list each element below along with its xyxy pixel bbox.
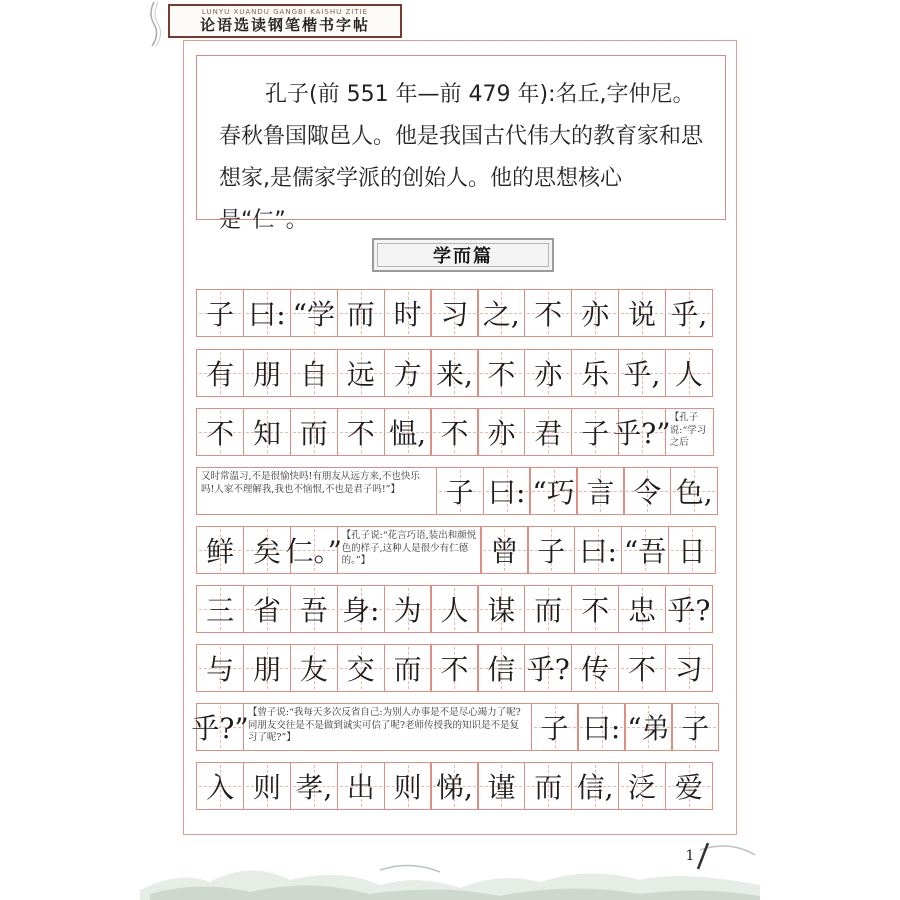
char-cell: 而 — [524, 762, 572, 810]
char-cell: 知 — [243, 408, 291, 456]
char-cell: 不 — [571, 585, 619, 633]
translation-note: 【曾子说:“我每天多次反省自己:为别人办事是不是尽心竭力了呢?同朋友交往是不是做到诚实可信了呢?老师传授我的知识是不是复习了呢?”】 — [243, 703, 532, 751]
char-cell: 子 — [527, 526, 575, 574]
char-cell: 亦 — [571, 289, 619, 337]
char-cell: 令 — [623, 467, 671, 515]
section-title: 学而篇 — [433, 246, 493, 267]
char-cell: 不 — [618, 644, 666, 692]
char-cell: 习 — [665, 644, 713, 692]
char-cell: 而 — [337, 289, 385, 337]
char-cell: 子 — [531, 703, 579, 751]
char-cell: 子 — [436, 467, 484, 515]
char-cell: 泛 — [618, 762, 666, 810]
landscape-illustration — [140, 830, 760, 900]
char-cell: 曾 — [480, 526, 528, 574]
grid-row — [196, 644, 726, 692]
section-title-box — [372, 238, 554, 272]
grid-row — [196, 408, 726, 456]
char-cell: 朋 — [243, 349, 291, 397]
grid-row — [191, 703, 726, 751]
char-cell: 子 — [196, 289, 244, 337]
translation-note: 【孔子说:“学习之后 — [665, 408, 714, 456]
char-cell: 矣 — [243, 526, 291, 574]
translation-note: 【孔子说:“花言巧语,装出和颜悦色的样子,这种人是很少有仁德的。”】 — [337, 526, 482, 574]
char-cell: 人 — [430, 585, 478, 633]
char-cell: 人 — [665, 349, 713, 397]
author-bio-text: 孔子(前 551 年—前 479 年):名丘,字仲尼。春秋鲁国陬邑人。他是我国古代伟大的教育家和思想家,是儒家学派的创始人。他的思想核心是“仁”。 — [219, 82, 704, 233]
char-cell: 乎? — [665, 585, 713, 633]
grid-row — [196, 762, 726, 810]
grid-row — [196, 526, 726, 574]
char-cell: “弟 — [624, 703, 672, 751]
author-bio-box — [196, 55, 726, 233]
page-number — [676, 836, 722, 876]
char-cell: 谋 — [477, 585, 525, 633]
char-cell: 吾 — [290, 585, 338, 633]
char-cell: 身: — [337, 585, 385, 633]
char-cell: 三 — [196, 585, 244, 633]
char-cell: 则 — [384, 762, 432, 810]
char-cell: 与 — [196, 644, 244, 692]
char-cell: 君 — [524, 408, 572, 456]
book-header — [168, 4, 402, 38]
grid-row — [196, 289, 726, 337]
char-cell: 交 — [337, 644, 385, 692]
char-cell: 不 — [430, 644, 478, 692]
page-number-text: 1 — [685, 848, 695, 864]
char-cell: 不 — [337, 408, 385, 456]
char-cell: 孝, — [290, 762, 338, 810]
header-title: 论语选读钢笔楷书字帖 — [199, 16, 370, 34]
char-cell: 色, — [670, 467, 718, 515]
char-cell: 谨 — [477, 762, 525, 810]
char-cell: 乎?” — [618, 408, 666, 456]
char-cell: 信 — [477, 644, 525, 692]
char-cell: 愠, — [384, 408, 432, 456]
char-cell: 言 — [576, 467, 624, 515]
char-cell: 曰: — [483, 467, 531, 515]
brush-stroke-icon — [694, 841, 712, 871]
char-cell: 忠 — [618, 585, 666, 633]
char-cell: 不 — [430, 408, 478, 456]
char-cell: 来, — [430, 349, 478, 397]
grid-row — [196, 349, 726, 397]
char-cell: 乎, — [665, 289, 713, 337]
char-cell: 亦 — [524, 349, 572, 397]
char-cell: 日 — [668, 526, 716, 574]
char-cell: 不 — [196, 408, 244, 456]
char-cell: 自 — [290, 349, 338, 397]
char-cell: 传 — [571, 644, 619, 692]
translation-note: 又时常温习,不是很愉快吗!有朋友从远方来,不也快乐吗!人家不理解我,我也不恼恨,不也是君子吗!”】 — [196, 467, 437, 515]
char-cell: 友 — [290, 644, 338, 692]
char-cell: 乎, — [618, 349, 666, 397]
char-cell: 习 — [430, 289, 478, 337]
char-cell: 悌, — [430, 762, 478, 810]
char-cell: “学 — [290, 289, 338, 337]
char-cell: 方 — [384, 349, 432, 397]
char-cell: 远 — [337, 349, 385, 397]
char-cell: 入 — [196, 762, 244, 810]
char-cell: 出 — [337, 762, 385, 810]
char-cell: 亦 — [477, 408, 525, 456]
char-cell: 鲜 — [196, 526, 244, 574]
char-cell: 仁。” — [290, 526, 338, 574]
char-cell: 为 — [384, 585, 432, 633]
char-cell: 而 — [384, 644, 432, 692]
char-cell: 曰: — [577, 703, 625, 751]
char-cell: 说 — [618, 289, 666, 337]
char-cell: 时 — [384, 289, 432, 337]
grid-row — [196, 467, 726, 515]
char-cell: 有 — [196, 349, 244, 397]
char-cell: 不 — [524, 289, 572, 337]
char-cell: 不 — [477, 349, 525, 397]
char-cell: 曰: — [574, 526, 622, 574]
char-cell: 爱 — [665, 762, 713, 810]
char-cell: 信, — [571, 762, 619, 810]
char-cell: 子 — [671, 703, 719, 751]
char-cell: 乎?” — [196, 703, 244, 751]
char-cell: 朋 — [243, 644, 291, 692]
char-cell: 乎? — [524, 644, 572, 692]
corner-ornament — [140, 0, 170, 48]
char-cell: “吾 — [621, 526, 669, 574]
char-cell: 乐 — [571, 349, 619, 397]
grid-row — [196, 585, 726, 633]
char-cell: 之, — [477, 289, 525, 337]
char-cell: 而 — [290, 408, 338, 456]
char-cell: 省 — [243, 585, 291, 633]
char-cell: 子 — [571, 408, 619, 456]
char-cell: 而 — [524, 585, 572, 633]
char-cell: “巧 — [529, 467, 577, 515]
char-cell: 则 — [243, 762, 291, 810]
char-cell: 曰: — [243, 289, 291, 337]
header-subtitle: LUNYU XUANDU GANGBI KAISHU ZITIE — [201, 8, 369, 16]
